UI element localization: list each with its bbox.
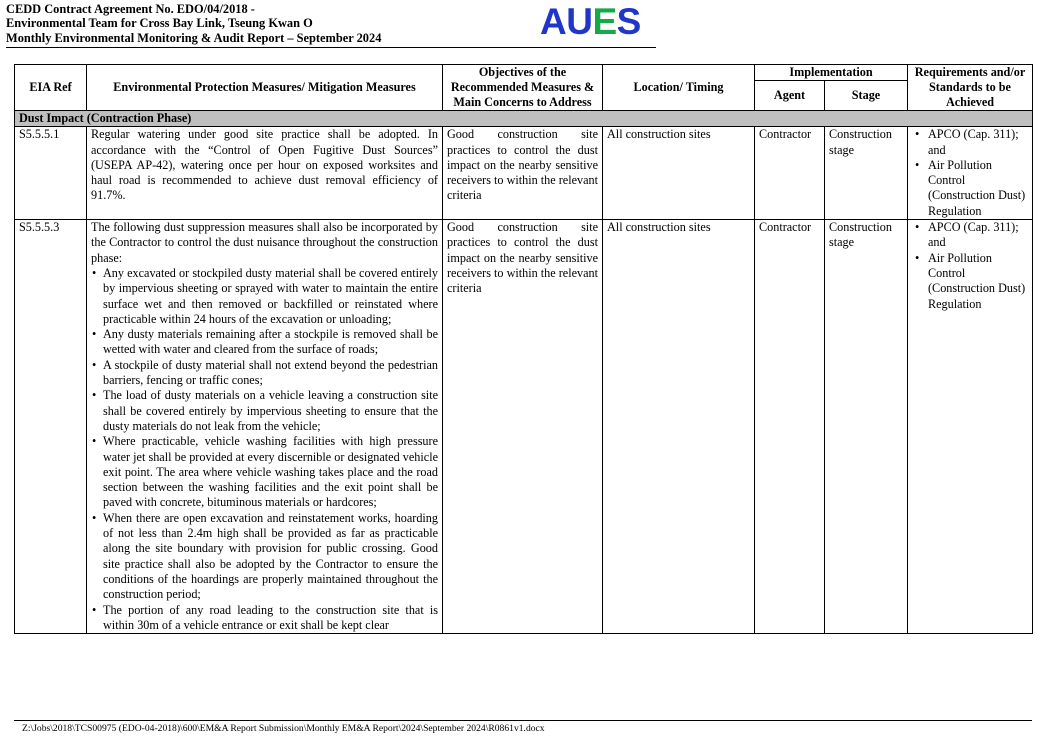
requirements-cell: [908, 127, 1033, 220]
contract-line: CEDD Contract Agreement No. EDO/04/2018 -: [6, 2, 255, 16]
agent-cell: Contractor: [755, 220, 825, 634]
measure-cell: [87, 220, 443, 634]
header-eia-ref: EIA Ref: [15, 65, 87, 111]
header-stage: Stage: [825, 81, 908, 111]
header-divider: [6, 47, 656, 48]
eia-ref-cell: S5.5.5.3: [15, 220, 87, 634]
location-cell: All construction sites: [603, 127, 755, 220]
section-heading: Dust Impact (Contraction Phase): [15, 111, 1033, 127]
table-row: [15, 220, 1033, 634]
list-item: • Where practicable, vehicle washing facilities with high pressure water jet shall be provided at every discernible or designated vehicle exit point. The area where vehicle washing takes place and the road section between the washing facilities and the exit point shall be paved with concrete, bituminous materials or hardcores;: [103, 434, 438, 510]
location-cell: All construction sites: [603, 220, 755, 634]
requirement-item: • APCO (Cap. 311); and: [928, 220, 1028, 251]
objective-cell: Good construction site practices to control the dust impact on the nearby sensitive receivers to within the relevant criteria: [443, 127, 603, 220]
header-objectives: Objectives of the Recommended Measures & Main Concerns to Address: [443, 65, 603, 111]
list-item: • When there are open excavation and reinstatement works, hoarding of not less than 2.4m high shall be provided as far as practicable along the site boundary with provision for public crossing. Good site practice shall also be adopted by the Contractor to ensure the conditions of the hoardings are properly maintained throughout the construction period;: [103, 511, 438, 603]
requirement-item: • Air Pollution Control (Construction Dust) Regulation: [928, 251, 1028, 312]
measure-bullet-list: [91, 266, 438, 633]
list-item: • Any excavated or stockpiled dusty material shall be covered entirely by impervious sheeting or sprayed with water to maintain the entire surface wet and then removed or backfilled or reinstated where practicable within 24 hours of the excavation or unloading;: [103, 266, 438, 327]
report-title: Monthly Environmental Monitoring & Audit Report – September 2024: [6, 30, 382, 45]
footer-file-path: Z:\Jobs\2018\TCS00975 (EDO-04-2018)\600\EM&A Report Submission\Monthly EM&A Report\2024\September 2024\R0861v1.docx: [22, 723, 545, 734]
list-item: • The portion of any road leading to the construction site that is within 30m of a vehicle entrance or exit shall be kept clear: [103, 603, 438, 634]
requirement-item: • Air Pollution Control (Construction Dust) Regulation: [928, 158, 1028, 219]
header-location: Location/ Timing: [603, 65, 755, 111]
header-measures: Environmental Protection Measures/ Mitigation Measures: [87, 65, 443, 111]
aues-logo: AUES: [540, 1, 641, 42]
header-requirements: Requirements and/or Standards to be Achieved: [908, 65, 1033, 111]
document-header: [6, 2, 381, 45]
table-row: [15, 127, 1033, 220]
footer-divider: [14, 720, 1032, 721]
list-item: • Any dusty materials remaining after a stockpile is removed shall be wetted with water and cleared from the surface of roads;: [103, 327, 438, 358]
eia-ref-cell: S5.5.5.1: [15, 127, 87, 220]
measure-intro: The following dust suppression measures shall also be incorporated by the Contractor to control the dust nuisance throughout the construction phase:: [91, 220, 438, 265]
objective-cell: Good construction site practices to control the dust impact on the nearby sensitive receivers to within the relevant criteria: [443, 220, 603, 634]
mitigation-measures-table: [14, 64, 1033, 634]
list-item: • A stockpile of dusty material shall not extend beyond the pedestrian barriers, fencing or traffic cones;: [103, 358, 438, 389]
stage-cell: Construction stage: [825, 127, 908, 220]
list-item: • The load of dusty materials on a vehicle leaving a construction site shall be covered entirely by impervious sheeting to ensure that the dusty materials do not leak from the vehicle;: [103, 388, 438, 434]
team-line: Environmental Team for Cross Bay Link, Tseung Kwan O: [6, 16, 313, 31]
agent-cell: Contractor: [755, 127, 825, 220]
requirement-item: • APCO (Cap. 311); and: [928, 127, 1028, 158]
stage-cell: Construction stage: [825, 220, 908, 634]
requirements-cell: [908, 220, 1033, 634]
header-agent: Agent: [755, 81, 825, 111]
measure-cell: Regular watering under good site practice shall be adopted. In accordance with the “Control of Open Fugitive Dust Sources” (USEPA AP-42), watering once per hour on exposed worksites and haul road is recommended to achieve dust removal efficiency of 91.7%.: [87, 127, 443, 220]
header-implementation: Implementation: [755, 65, 908, 81]
